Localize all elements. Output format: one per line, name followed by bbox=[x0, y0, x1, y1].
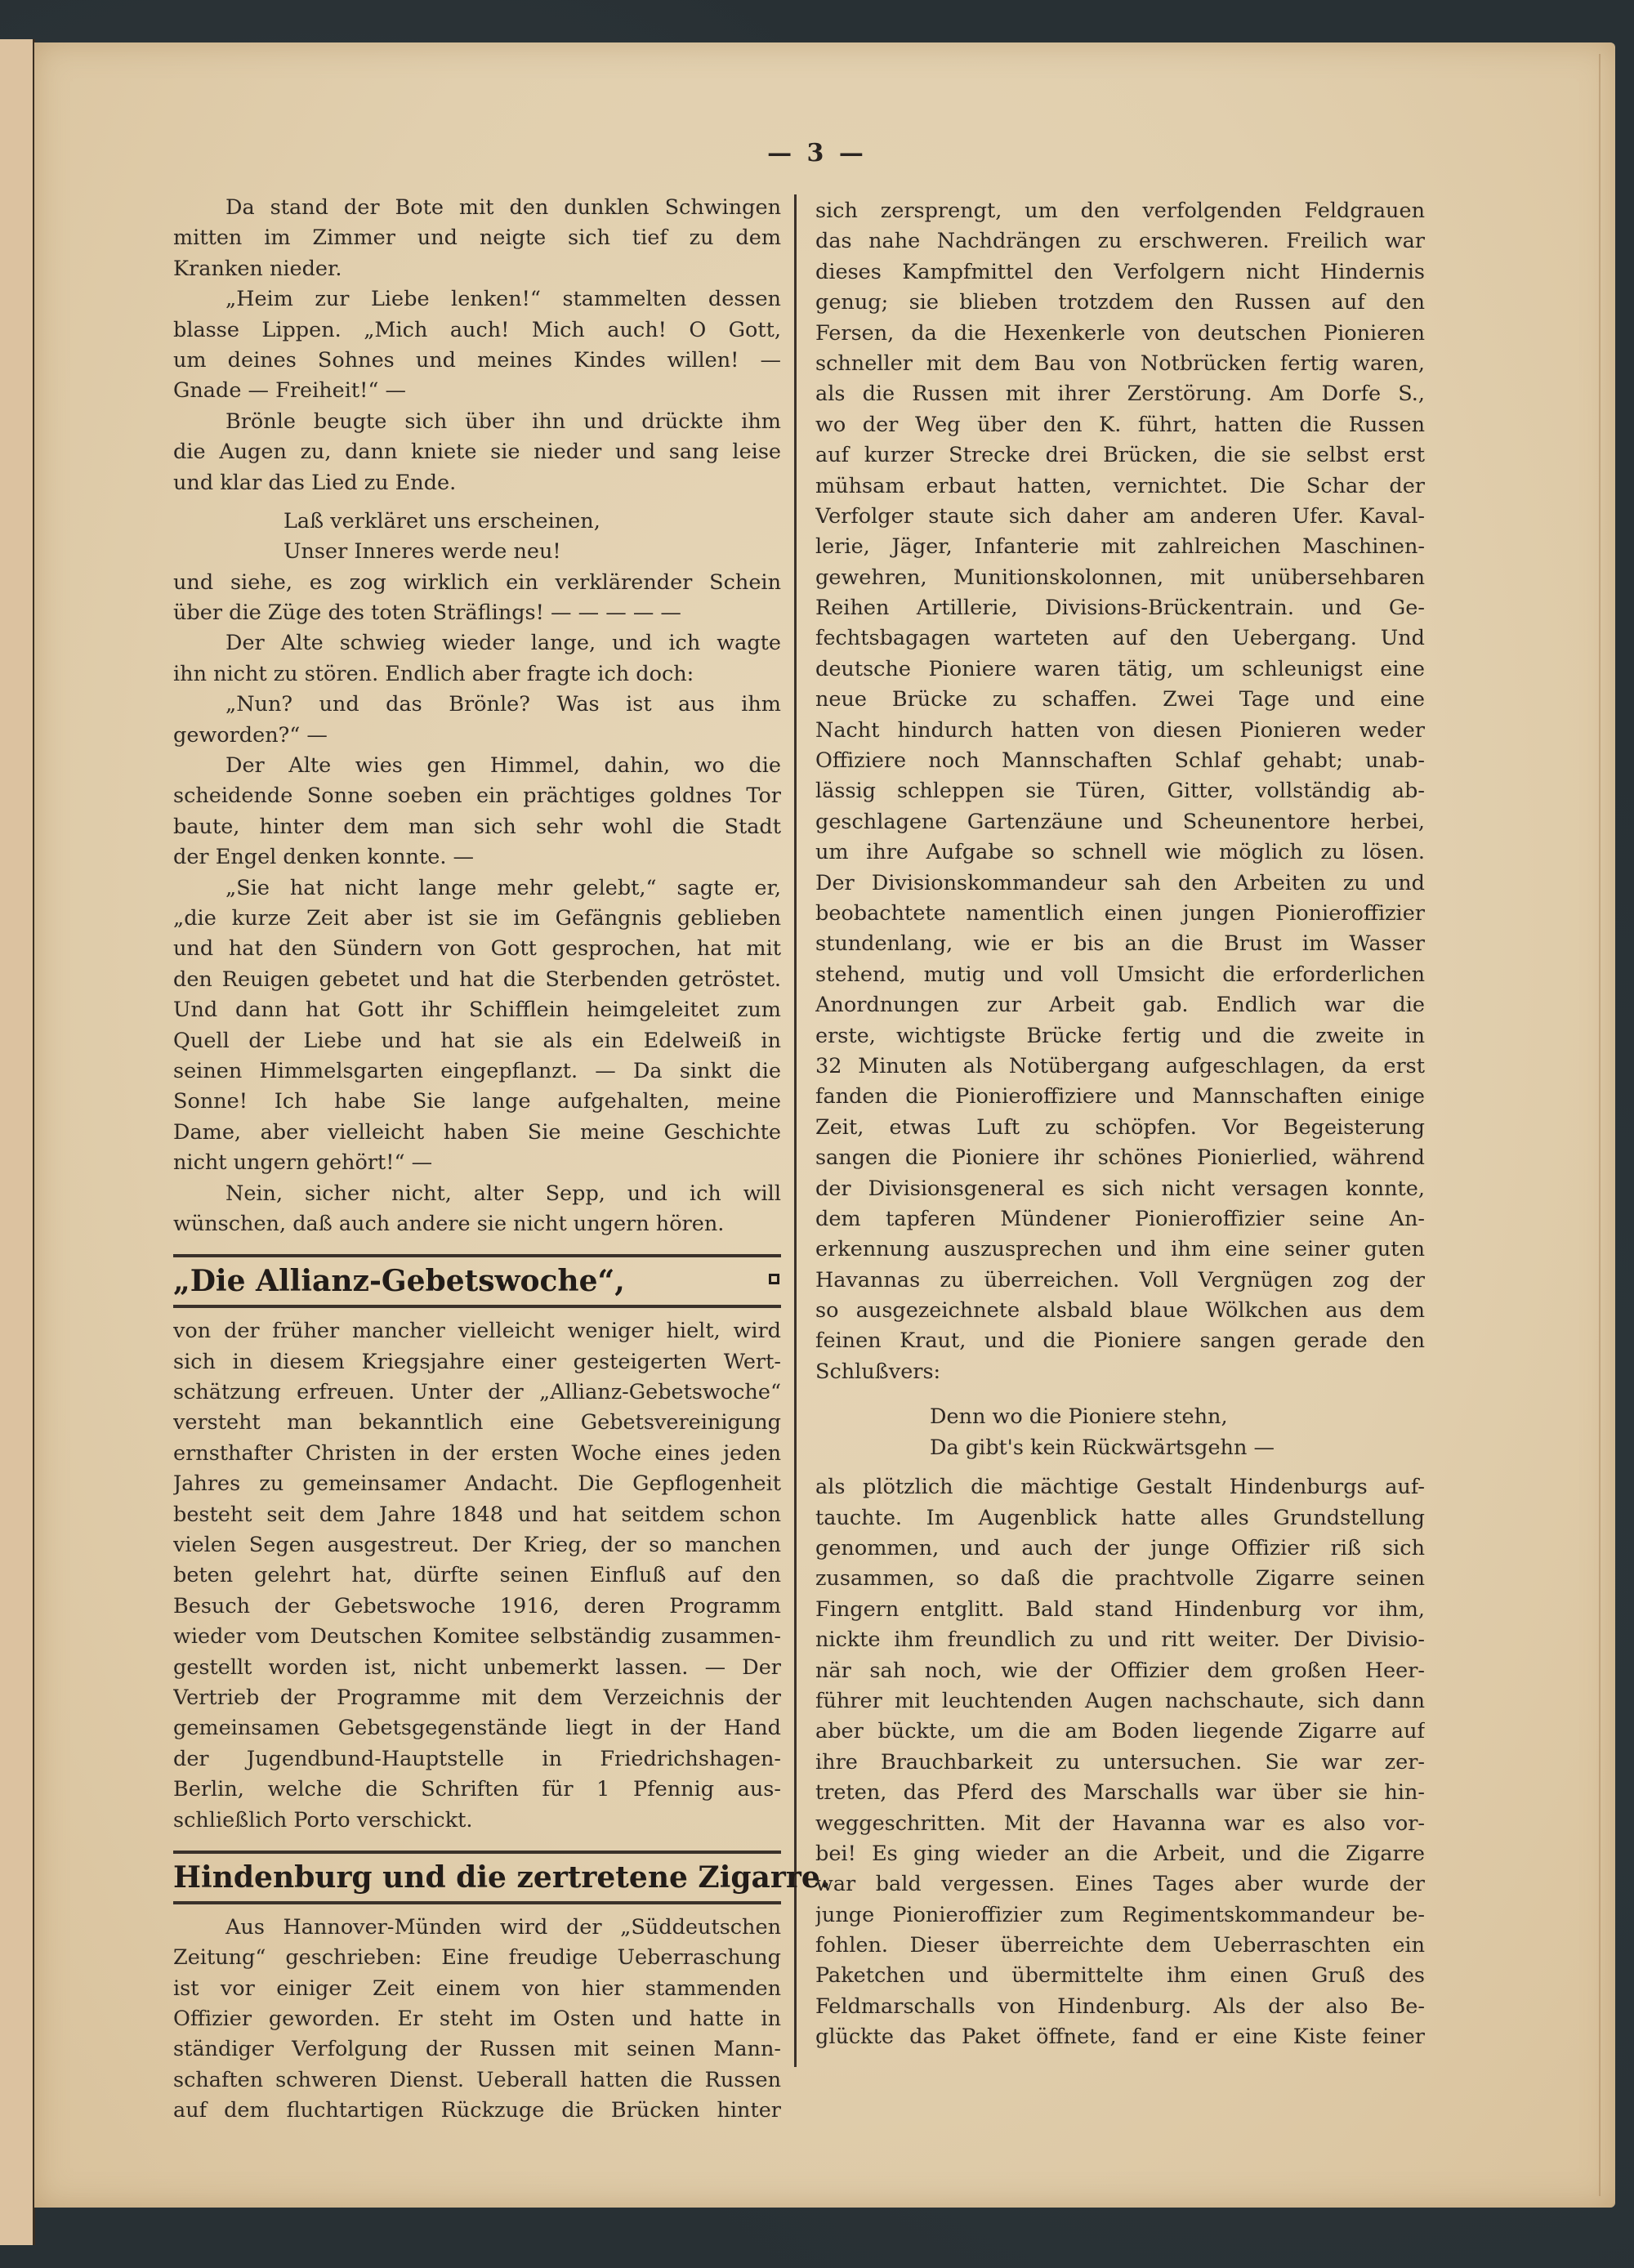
text-line: Reihen Artillerie, Divisions-Brückentrain. und Ge- bbox=[815, 596, 1425, 621]
headline-text: Hindenburg und die zertretene Zigarre. bbox=[173, 1859, 831, 1895]
text-line: auf dem fluchtartigen Rückzuge die Brücken hinter bbox=[173, 2098, 781, 2123]
text-line: und hat den Sündern von Gott gesprochen, hat mit bbox=[173, 936, 781, 962]
text-line: ihn nicht zu stören. Endlich aber fragte ich doch: bbox=[173, 661, 694, 686]
text-line: när sah noch, wie der Offizier dem großen Heer- bbox=[815, 1658, 1425, 1683]
text-line: glückte das Paket öffnete, fand er eine Kiste feiner bbox=[815, 2025, 1425, 2050]
text-line: seinen Himmelsgarten eingepflanzt. — Da sinkt die bbox=[173, 1058, 781, 1083]
text-line: geworden?“ — bbox=[173, 722, 328, 748]
text-line: „Nun? und das Brönle? Was ist aus ihm bbox=[225, 692, 781, 717]
text-line: sich zersprengt, um den verfolgenden Feldgrauen bbox=[815, 199, 1425, 223]
verse-line: Unser Inneres werde neu! bbox=[283, 539, 561, 565]
text-line: Fersen, da die Hexenkerle von deutschen Pionieren bbox=[815, 320, 1425, 346]
text-line: und siehe, es zog wirklich ein verklärender Schein bbox=[173, 569, 781, 595]
text-line: beobachtete namentlich einen jungen Pionieroffizier bbox=[815, 900, 1425, 926]
text-line: führer mit leuchtenden Augen nachschaute, sich dann bbox=[815, 1688, 1425, 1713]
text-line: schaften schweren Dienst. Ueberall hatten die Russen bbox=[173, 2067, 781, 2092]
text-line: wo der Weg über den K. führt, hatten die Russen bbox=[815, 412, 1425, 437]
text-line: Der Alte schwieg wieder lange, und ich wagte bbox=[225, 631, 781, 656]
text-line: lerie, Jäger, Infanterie mit zahlreichen Maschinen- bbox=[815, 534, 1425, 560]
text-line: Dame, aber vielleicht haben Sie meine Geschichte bbox=[173, 1119, 781, 1145]
text-line: den Reuigen gebetet und hat die Sterbenden getröstet. bbox=[173, 967, 781, 992]
text-line: 32 Minuten als Notübergang aufgeschlagen, da erst bbox=[815, 1053, 1425, 1078]
square-ornament-icon bbox=[769, 1274, 779, 1284]
text-line: sangen die Pioniere ihr schönes Pionierlied, während bbox=[815, 1145, 1425, 1171]
text-line: mühsam erbaut hatten, vernichtet. Die Schar der bbox=[815, 473, 1425, 498]
text-line: lässig schleppen sie Türen, Gitter, vollständig ab- bbox=[815, 779, 1425, 804]
text-line: beten gelehrt hat, dürfte seinen Einfluß auf den bbox=[173, 1563, 781, 1588]
text-line: ist vor einiger Zeit einem von hier stammenden bbox=[173, 1976, 781, 2001]
text-line: der Jugendbund-Hauptstelle in Friedrichshagen- bbox=[173, 1746, 781, 1771]
text-line: wieder vom Deutschen Komitee selbständig zusammen- bbox=[173, 1624, 781, 1650]
text-line: um ihre Aufgabe so schnell wie möglich zu lösen. bbox=[815, 840, 1425, 865]
text-line: Fingern entglitt. Bald stand Hindenburg vor ihm, bbox=[815, 1596, 1425, 1622]
text-line: fechtsbagagen warteten auf den Uebergang. Und bbox=[815, 626, 1425, 651]
text-line: nickte ihm freundlich zu und ritt weiter. Der Divisio- bbox=[815, 1627, 1425, 1653]
text-line: Anordnungen zur Arbeit gab. Endlich war die bbox=[815, 993, 1425, 1018]
text-line: „Sie hat nicht lange mehr gelebt,“ sagte er, bbox=[225, 875, 781, 900]
text-line: um deines Sohnes und meines Kindes willen! — bbox=[173, 347, 781, 373]
text-line: Berlin, welche die Schriften für 1 Pfennig aus- bbox=[173, 1777, 781, 1802]
text-line: „Heim zur Liebe lenken!“ stammelten dessen bbox=[225, 287, 781, 312]
page-number: — 3 — bbox=[767, 139, 867, 167]
text-line: stehend, mutig und voll Umsicht die erforderlichen bbox=[815, 962, 1425, 987]
text-line: als die Russen mit ihrer Zerstörung. Am Dorfe S., bbox=[815, 382, 1425, 407]
text-line: Besuch der Gebetswoche 1916, deren Programm bbox=[173, 1593, 781, 1618]
text-line: ihre Brauchbarkeit zu untersuchen. Sie war zer- bbox=[815, 1749, 1425, 1775]
text-line: Feldmarschalls von Hindenburg. Als der also Be- bbox=[815, 1993, 1425, 2019]
text-line: vielen Segen ausgestreut. Der Krieg, der so manchen bbox=[173, 1533, 781, 1558]
text-line: wünschen, daß auch andere sie nicht ungern hören. bbox=[173, 1211, 725, 1236]
text-line: fanden die Pionieroffiziere und Mannschaften einige bbox=[815, 1084, 1425, 1109]
headline-text: „Die Allianz-Gebetswoche“, bbox=[173, 1264, 625, 1299]
text-line: Kranken nieder. bbox=[173, 256, 342, 281]
previous-page-edge bbox=[0, 39, 35, 2245]
text-line: aber bückte, um die am Boden liegende Zigarre auf bbox=[815, 1719, 1425, 1744]
text-line: Quell der Liebe und hat sie als ein Edelweiß in bbox=[173, 1028, 781, 1053]
text-line: als plötzlich die mächtige Gestalt Hindenburgs auf- bbox=[815, 1475, 1425, 1500]
text-line: auf kurzer Strecke drei Brücken, die sie selbst erst bbox=[815, 443, 1425, 468]
story-conclusion bbox=[173, 193, 781, 1239]
text-line: fohlen. Dieser überreichte dem Ueberraschten ein bbox=[815, 1933, 1425, 1958]
text-line: gemeinsamen Gebetsgegenstände liegt in der Hand bbox=[173, 1716, 781, 1741]
article-headline-hindenburg bbox=[173, 1854, 831, 1901]
text-line: genommen, und auch der junge Offizier riß sich bbox=[815, 1536, 1425, 1561]
article-headline-allianz bbox=[173, 1257, 781, 1305]
text-line: versteht man bekanntlich eine Gebetsvereinigung bbox=[173, 1410, 781, 1435]
text-line: Der Divisionskommandeur sah den Arbeiten zu und bbox=[815, 870, 1425, 895]
paragraph bbox=[173, 873, 781, 1179]
text-line: feinen Kraut, und die Pioniere sangen gerade den bbox=[815, 1328, 1425, 1354]
text-line: junge Pionieroffizier zum Regimentskommandeur be- bbox=[815, 1902, 1425, 1927]
text-line: und klar das Lied zu Ende. bbox=[173, 470, 457, 495]
paragraph bbox=[173, 751, 781, 873]
text-line: schätzung erfreuen. Unter der „Allianz-Gebetswoche“ bbox=[173, 1380, 781, 1405]
paragraph bbox=[173, 628, 781, 690]
text-line: so ausgezeichnete alsbald blaue Wölkchen aus dem bbox=[815, 1298, 1425, 1324]
text-line: scheidende Sonne soeben ein prächtiges goldnes Tor bbox=[173, 784, 781, 809]
text-line: Jahres zu gemeinsamer Andacht. Die Gepflogenheit bbox=[173, 1471, 781, 1497]
text-line: stundenlang, wie er bis an die Brust im Wasser bbox=[815, 931, 1425, 957]
text-line: schneller mit dem Bau von Notbrücken fertig waren, bbox=[815, 350, 1425, 376]
text-line: erste, wichtigste Brücke fertig und die zweite in bbox=[815, 1023, 1425, 1048]
text-line: Verfolger staute sich daher am anderen Ufer. Kaval- bbox=[815, 503, 1425, 529]
paragraph bbox=[173, 193, 781, 284]
text-line: Zeitung“ geschrieben: Eine freudige Ueberraschung bbox=[173, 1945, 781, 1971]
text-line: Vertrieb der Programme mit dem Verzeichnis der bbox=[173, 1685, 781, 1710]
text-line: weggeschritten. Mit der Havanna war es also vor- bbox=[815, 1810, 1425, 1836]
text-line: Da stand der Bote mit den dunklen Schwingen bbox=[225, 195, 781, 220]
paragraph bbox=[173, 284, 781, 407]
text-line: Nein, sicher nicht, alter Sepp, und ich will bbox=[225, 1181, 781, 1206]
text-line: war bald vergessen. Eines Tages aber wurde der bbox=[815, 1872, 1425, 1897]
verse-line: Da gibt's kein Rückwärtsgehn — bbox=[930, 1435, 1275, 1461]
text-line: Nacht hindurch hatten von diesen Pionieren weder bbox=[815, 717, 1425, 743]
text-line: dieses Kampfmittel den Verfolgern nicht Hindernis bbox=[815, 259, 1425, 284]
text-line: genug; sie blieben trotzdem den Russen auf den bbox=[815, 290, 1425, 315]
verse-line: Denn wo die Pioniere stehn, bbox=[930, 1404, 1228, 1430]
text-line: besteht seit dem Jahre 1848 und hat seitdem schon bbox=[173, 1502, 781, 1527]
text-line: dem tapferen Mündener Pionieroffizier seine An- bbox=[815, 1206, 1425, 1231]
text-line: das nahe Nachdrängen zu erschweren. Freilich war bbox=[815, 229, 1425, 254]
text-line: ernsthafter Christen in der ersten Woche eines jeden bbox=[173, 1440, 781, 1466]
text-line: tauchte. Im Augenblick hatte alles Grundstellung bbox=[815, 1505, 1425, 1530]
text-line: schließlich Porto verschickt. bbox=[173, 1807, 473, 1833]
text-line: bei! Es ging wieder an die Arbeit, und die Zigarre bbox=[815, 1841, 1425, 1866]
text-line: Offiziere noch Mannschaften Schlaf gehabt; unab- bbox=[815, 748, 1425, 774]
right-column bbox=[815, 196, 1425, 2053]
text-line: Brönle beugte sich über ihn und drückte ihm bbox=[225, 409, 781, 434]
text-line: „die kurze Zeit aber ist sie im Gefängnis geblieben bbox=[173, 905, 781, 931]
paragraph bbox=[815, 196, 1425, 1387]
text-line: neue Brücke zu schaffen. Zwei Tage und eine bbox=[815, 687, 1425, 712]
text-line: deutsche Pioniere waren tätig, um schleunigst eine bbox=[815, 656, 1425, 681]
text-line: blasse Lippen. „Mich auch! Mich auch! O Gott, bbox=[173, 317, 781, 342]
hymn-verse bbox=[173, 507, 781, 568]
text-line: Schlußvers: bbox=[815, 1359, 941, 1384]
text-line: über die Züge des toten Sträflings! — — — — — bbox=[173, 600, 681, 626]
text-line: treten, das Pferd des Marschalls war über sie hin- bbox=[815, 1780, 1425, 1806]
text-line: sich in diesem Kriegsjahre einer gesteigerten Wert- bbox=[173, 1349, 781, 1374]
text-line: mitten im Zimmer und neigte sich tief zu dem bbox=[173, 225, 781, 251]
text-line: nicht ungern gehört!“ — bbox=[173, 1150, 433, 1176]
text-line: geschlagene Gartenzäune und Scheunentore herbei, bbox=[815, 809, 1425, 834]
paragraph bbox=[815, 1472, 1425, 2052]
text-line: die Augen zu, dann kniete sie nieder und sang leise bbox=[173, 440, 781, 465]
article-body-hindenburg bbox=[173, 1913, 781, 2127]
text-line: Der Alte wies gen Himmel, dahin, wo die bbox=[225, 753, 781, 779]
text-line: gestellt worden ist, nicht unbemerkt lassen. — Der bbox=[173, 1654, 781, 1680]
text-line: von der früher mancher vielleicht weniger hielt, wird bbox=[173, 1319, 781, 1344]
text-line: erkennung auszusprechen und ihm eine seiner guten bbox=[815, 1237, 1425, 1262]
text-line: Gnade — Freiheit!“ — bbox=[173, 378, 407, 404]
article-body-allianz bbox=[173, 1316, 781, 1836]
text-line: Offizier geworden. Er steht im Osten und hatte in bbox=[173, 2007, 781, 2032]
text-line: Zeit, etwas Luft zu schöpfen. Vor Begeisterung bbox=[815, 1114, 1425, 1140]
text-line: Paketchen und übermittelte ihm einen Gruß des bbox=[815, 1963, 1425, 1989]
text-line: der Engel denken konnte. — bbox=[173, 845, 475, 870]
paragraph bbox=[173, 690, 781, 751]
text-line: Aus Hannover-Münden wird der „Süddeutschen bbox=[225, 1914, 781, 1940]
text-line: zusammen, so daß die prachtvolle Zigarre seinen bbox=[815, 1566, 1425, 1592]
paragraph bbox=[173, 1179, 781, 1240]
pioneer-song-verse bbox=[815, 1402, 1425, 1464]
text-line: Sonne! Ich habe Sie lange aufgehalten, meine bbox=[173, 1089, 781, 1114]
paragraph bbox=[173, 568, 781, 629]
text-line: ständiger Verfolgung der Russen mit seinen Mann- bbox=[173, 2037, 781, 2062]
paragraph bbox=[173, 407, 781, 498]
text-line: Havannas zu überreichen. Voll Vergnügen zog der bbox=[815, 1267, 1425, 1292]
text-line: der Divisionsgeneral es sich nicht versagen konnte, bbox=[815, 1176, 1425, 1201]
column-divider bbox=[794, 194, 797, 2067]
verse-line: Laß verkläret uns erscheinen, bbox=[283, 508, 600, 534]
left-column bbox=[173, 193, 831, 2127]
text-line: baute, hinter dem man sich sehr wohl die Stadt bbox=[173, 814, 781, 839]
text-line: gewehren, Munitionskolonnen, mit unübersehbaren bbox=[815, 565, 1425, 590]
text-line: Und dann hat Gott ihr Schifflein heimgeleitet zum bbox=[173, 998, 781, 1023]
